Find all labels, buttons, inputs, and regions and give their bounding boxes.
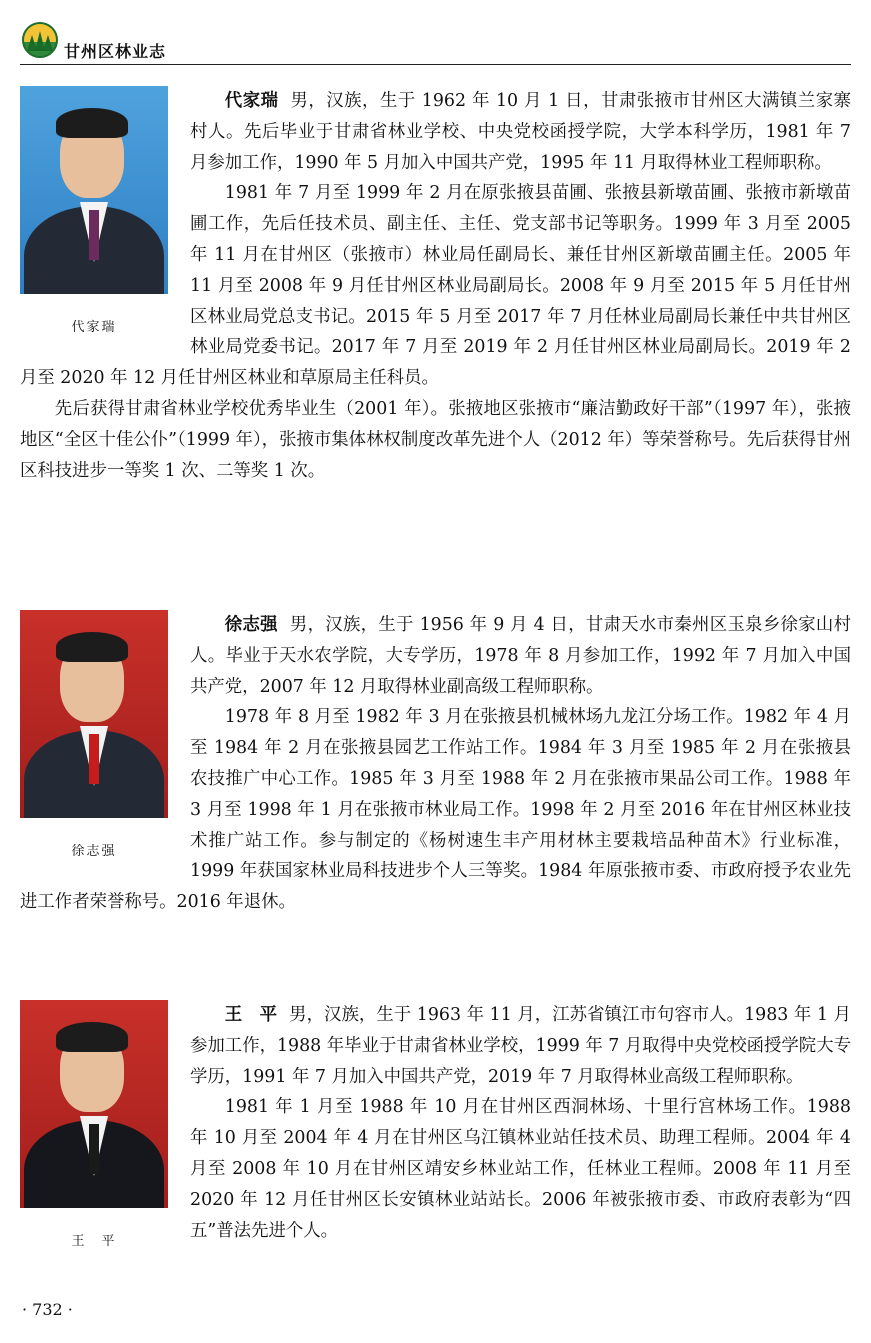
photo-caption: 王 平	[71, 1234, 117, 1249]
page-number: · 732 ·	[22, 1300, 73, 1319]
page-header	[20, 20, 851, 65]
honors-paragraph: 先后获得甘肃省林业学校优秀毕业生（2001 年）。张掖地区张掖市“廉洁勤政好干部”（1997 年），张掖地区“全区十佳公仆”（1999 年），张掖市集体林权制度改革先进个人（2012 年）等荣誉称号。先后获得甘州区科技进步一等奖 1 次、二等奖 1 次。	[20, 398, 851, 481]
career-paragraph: 1981 年 7 月至 1999 年 2 月在原张掖县苗圃、张掖县新墩苗圃、张掖市新墩苗圃工作，先后任技术员、副主任、主任、党支部书记等职务。1999 年 3 月至 2005 年 11 月在甘州区（张掖市）林业局任副局长、兼任甘州区新墩苗圃主任。2005 年 11 月至 2008 年 9 月任甘州区林业局副局长。2008 年 9 月至 2015 年 5 月任甘州区林业局党总支书记。2015 年 5 月至 2017 年 7 月任林业局副局长兼任中共甘州区林业局党委书记。2017 年 7 月至 2019 年 2 月任甘州区林业局副局长。2019 年 2 月至 2020 年 12 月任甘州区林业和草原局主任科员。	[20, 183, 851, 389]
person-name: 代家瑞	[224, 91, 279, 111]
forest-logo-icon	[22, 22, 58, 58]
photo-caption: 代家瑞	[71, 320, 117, 335]
person-name: 王 平	[224, 1005, 278, 1025]
biography-text	[20, 610, 851, 918]
book-title: 甘州区林业志	[64, 42, 167, 61]
biography-paragraph: 王 平 男，汉族，生于 1963 年 11 月，江苏省镇江市句容市人。1983 年 1 月参加工作，1988 年毕业于甘肃省林业学校，1999 年 7 月取得中央党校函授学院大专学历，1991 年 7 月加入中国共产党，2019 年 7 月取得林业高级工程师职称。	[190, 1005, 851, 1087]
career-paragraph: 1978 年 8 月至 1982 年 3 月在张掖县机械林场九龙江分场工作。1982 年 4 月至 1984 年 2 月在张掖县园艺工作站工作。1984 年 3 月至 1985 年 2 月在张掖县农技推广中心工作。1985 年 3 月至 1988 年 2 月在张掖市果品公司工作。1988 年 3 月至 1998 年 1 月在张掖市林业局工作。1998 年 2 月至 2016 年在甘州区林业技术推广站工作。参与制定的《杨树速生丰产用材林主要栽培品种苗木》行业标准，1999 年获国家林业局科技进步个人三等奖。1984 年原张掖市委、市政府授予农业先进工作者荣誉称号。2016 年退休。	[20, 707, 851, 913]
biography-paragraph: 徐志强 男，汉族，生于 1956 年 9 月 4 日，甘肃天水市秦州区玉泉乡徐家山村人。毕业于天水农学院，大专学历，1978 年 8 月参加工作，1992 年 7 月加入中国共产党，2007 年 12 月取得林业副高级工程师职称。	[190, 615, 851, 697]
biography-text	[20, 86, 851, 486]
biography-text	[20, 1000, 851, 1270]
biography-paragraph: 代家瑞 男，汉族，生于 1962 年 10 月 1 日，甘肃张掖市甘州区大满镇兰家寨村人。先后毕业于甘肃省林业学校、中央党校函授学院，大学本科学历，1981 年 7 月参加工作，1990 年 5 月加入中国共产党，1995 年 11 月取得林业工程师职称。	[190, 91, 851, 173]
photo-caption: 徐志强	[71, 844, 117, 859]
person-name: 徐志强	[224, 615, 278, 635]
career-paragraph: 1981 年 1 月至 1988 年 10 月在甘州区西洞林场、十里行宫林场工作。1988 年 10 月至 2004 年 4 月在甘州区乌江镇林业站任技术员、助理工程师。2004 年 4 月至 2008 年 10 月在甘州区靖安乡林业站工作，任林业工程师。2008 年 11 月至 2020 年 12 月任甘州区长安镇林业站站长。2006 年被张掖市委、市政府表彰为“四五”普法先进个人。	[190, 1097, 851, 1241]
